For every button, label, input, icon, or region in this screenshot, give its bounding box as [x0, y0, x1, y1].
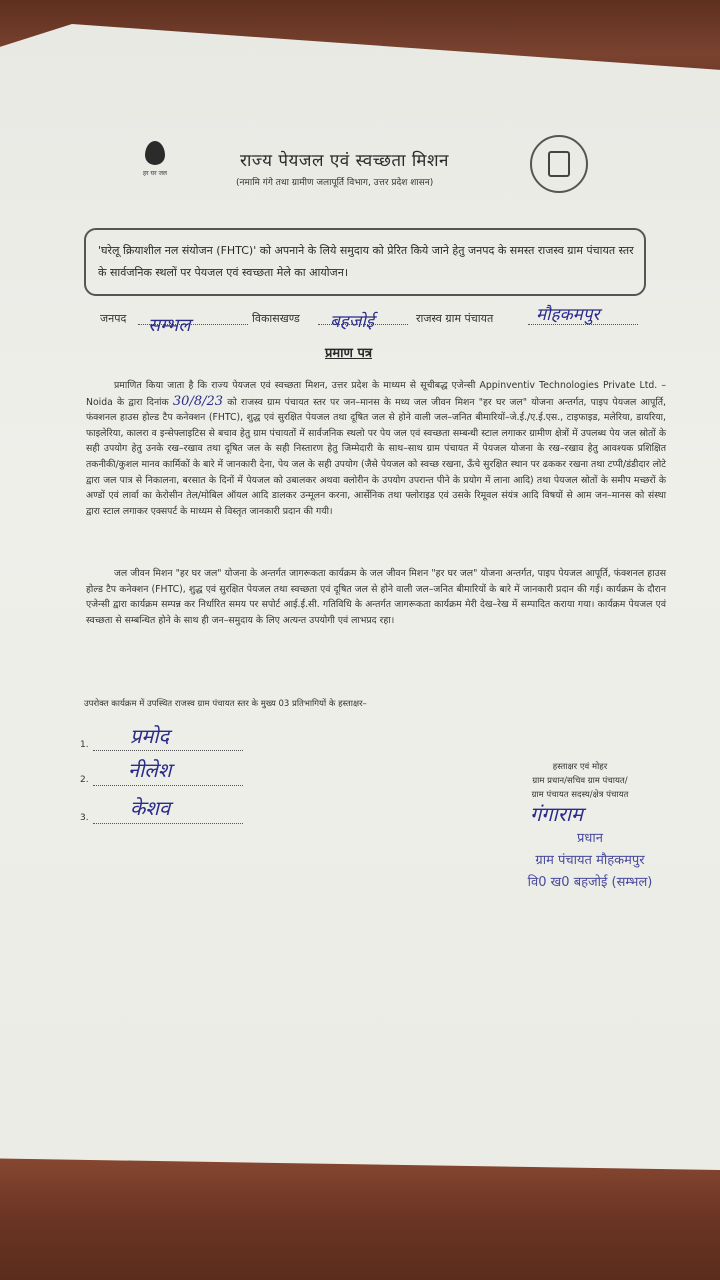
- sign-label-2: ग्राम प्रधान/सचिव ग्राम पंचायत/: [532, 776, 628, 786]
- participants-intro: उपरोक्त कार्यक्रम में उपस्थित राजस्व ग्राम पंचायत स्तर के मुख्य 03 प्रतिभागियों के हस्ताक्षर–: [84, 699, 367, 709]
- certificate-paragraph-1: [86, 378, 666, 519]
- participant-number: 2.: [80, 775, 89, 785]
- participant-number: 1.: [80, 740, 89, 750]
- water-drop-icon: [145, 141, 165, 165]
- signature-block-labels: [500, 760, 660, 802]
- banner-text: 'घरेलू क्रियाशील नल संयोजन (FHTC)' को अपनाने के लिये समुदाय को प्रेरित किये जाने हेतु जनपद के समस्त राजस्व ग्राम पंचायत स्तर के सार्वजनिक स्थलों पर पेयजल एवं स्वच्छता मेले का आयोजन।: [98, 244, 634, 279]
- certificate-title: प्रमाण पत्र: [325, 346, 373, 361]
- date-handwritten: 30/8/23: [172, 393, 224, 409]
- paragraph-1-after: को राजस्व ग्राम पंचायत स्तर पर जन–मानस के मध्य जल जीवन मिशन "हर घर जल" योजना अन्तर्गत, पाइप पेयजल आपूर्ति, फंक्शनल हाउस होल्ड टैप कनेक्शन (FHTC), शुद्ध एवं सुरक्षित पेयजल तथा दूषित जल से होने वाली जल–जनित बीमारियों–जे.ई./ए.ई.एस., टाइफाइड, मलेरिया, डायरिया, फाइलेरिया, कालरा व इन्सेफ्लाइटिस से बचाव हेतु ग्राम पंचायतों में सार्वजनिक स्थलो पर पेय जल एवं स्वच्छता सम्बन्धी स्टाल लगाकर ग्रामीण क्षेत्रों में उपलब्ध पेय जल स्रोतों के सही उपयोग हेतु उनके रख–रखाव तथा दूषित जल के सही निस्तारण हेतु जिम्मेदारी के साथ–साथ ग्राम पंचायत में पेयजल योजना के रख–रखाव हेतु आवश्यक प्रशिक्षित तकनीकी/कुशल मानव कार्मिकों के बारे में जानकारी देना, पेय जल के सही उपयोग (जैसे पेयजल को स्वच्छ रखना, ऊँचे सुरक्षित स्थान पर ढककर रखना तथा टप्पी/डंडीदार लोटे द्वारा जल पात्र से निकालना, बरसात के दिनों में पेयजल को उबालकर अथवा क्लोरीन के उपयोग उपरान्त पीने के प्रयोग में लाना आदि) तथा पेयजल स्रोतों के समीप मच्छरों के अण्डों एवं लार्वा का केरोसीन तेल/मोबिल ऑयल आदि डालकर उन्मूलन करना, आर्सेनिक तथा फ्लोराइड एवं उसके रिमूवल संयंत्र आदि विषयों से आम जन–मानस को संस्था द्वारा स्टाल लगाकर एक्सपर्ट के माध्यम से विस्तृत जानकारी प्रदान की गयी।: [86, 396, 667, 517]
- participant-signature-2: नीलेश: [128, 758, 172, 782]
- stamp-line-1: प्रधान: [577, 831, 603, 846]
- block-handwritten: बहजोई: [330, 312, 375, 332]
- pradhan-stamp: [500, 828, 680, 894]
- up-govt-emblem: [530, 135, 588, 193]
- district-label: जनपद: [100, 312, 127, 325]
- logo-caption: हर घर जल: [143, 170, 167, 177]
- pradhan-signature: गंगाराम: [530, 802, 584, 826]
- participant-signature-3: केशव: [130, 796, 171, 820]
- certificate-paragraph-2: जल जीवन मिशन "हर घर जल" योजना के अन्तर्गत जागरूकता कार्यक्रम के जल जीवन मिशन "हर घर जल" योजना अन्तर्गत, पाइप पेयजल आपूर्ति, फंक्शनल हाउस होल्ड टैप कनेक्शन (FHTC), शुद्ध एवं सुरक्षित पेयजल तथा स्वच्छता एवं दूषित जल से होने वाली जल–जनित बीमारियों के बारे में जानकारी प्रदान की गई। कार्यक्रम के दौरान एजेन्सी द्वारा कार्यक्रम सम्पन्न कर निर्धारित समय पर सपोर्ट आई.ई.सी. गतिविधि के अन्तर्गत जागरूकता कार्यक्रम मेरी देख–रेख में सम्पादित कराया गया। कार्यक्रम पेयजल एवं स्वच्छता से सम्बन्धित होने के साथ ही जन–समुदाय के लिए अत्यन्त उपयोगी एवं लाभप्रद रहा।: [86, 568, 666, 626]
- org-title: राज्य पेयजल एवं स्वच्छता मिशन: [240, 151, 449, 171]
- emblem-icon: [548, 151, 570, 177]
- sign-label-1: हस्ताक्षर एवं मोहर: [552, 762, 608, 772]
- org-subtitle: (नमामि गंगे तथा ग्रामीण जलापूर्ति विभाग, उत्तर प्रदेश शासन): [236, 178, 434, 188]
- background-fabric-bottom: [0, 1150, 720, 1280]
- event-banner: [84, 228, 646, 296]
- village-label: राजस्व ग्राम पंचायत: [416, 312, 494, 325]
- paragraph-1-before: प्रमाणित किया जाता है कि राज्य पेयजल एवं स्वच्छता मिशन, उत्तर प्रदेश के माध्यम से सूचीबद्ध एजेन्सी Appinventiv Technologies Private Ltd. – Noida के द्वारा दिनांक: [86, 380, 666, 408]
- participant-signature-1: प्रमोद: [130, 724, 170, 748]
- village-handwritten: मौहकमपुर: [536, 305, 600, 325]
- participant-number: 3.: [80, 813, 89, 823]
- district-handwritten: सम्भल: [148, 315, 191, 336]
- har-ghar-jal-logo: [130, 135, 180, 185]
- block-label: विकासखण्ड: [252, 312, 300, 325]
- stamp-line-2: ग्राम पंचायत मौहकमपुर: [535, 853, 645, 868]
- stamp-line-3: वि0 ख0 बहजोई (सम्भल): [527, 875, 653, 890]
- sign-label-3: ग्राम पंचायत सदस्य/क्षेत्र पंचायत: [531, 790, 629, 800]
